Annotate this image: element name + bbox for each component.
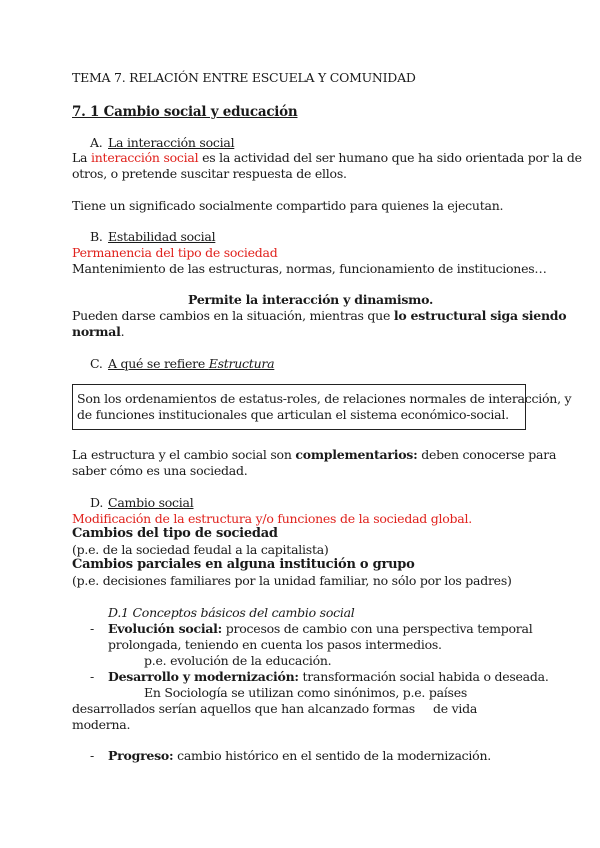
d-note1: (p.e. de la sociedad feudal a la capitalista) — [72, 542, 329, 557]
paragraph-a1: La interacción social es la actividad del ser humano que ha sido orientada por la de — [72, 150, 582, 165]
item-progreso: Progreso: cambio histórico en el sentido de la modernización. — [108, 748, 491, 763]
heading-a: La interacción social — [108, 135, 235, 150]
bullet-dash: - — [90, 748, 95, 763]
paragraph-a2: Tiene un significado socialmente compartido para quienes la ejecutan. — [72, 198, 504, 213]
d-bold2: Cambios parciales en alguna institución o grupo — [72, 557, 415, 572]
section-title: 7. 1 Cambio social y educación — [72, 104, 298, 120]
c-after-line1: La estructura y el cambio social son complementarios: deben conocerse para — [72, 447, 557, 462]
item-evolucion-line2: prolongada, teniendo en cuenta los pasos intermedios. — [108, 637, 442, 652]
box-line1: Son los ordenamientos de estatus-roles, de relaciones normales de interacción, y — [77, 391, 572, 406]
item-desarrollo: Desarrollo y modernización: transformación social habida o deseada. — [108, 669, 549, 684]
heading-d: Cambio social — [108, 495, 194, 510]
item-desarrollo-line4: moderna. — [72, 717, 131, 732]
heading-b: Estabilidad social — [108, 229, 216, 244]
item-evolucion: Evolución social: procesos de cambio con una perspectiva temporal — [108, 621, 533, 636]
d-bold1: Cambios del tipo de sociedad — [72, 526, 278, 541]
bullet-dash: - — [90, 669, 95, 684]
d1-subheading: D.1 Conceptos básicos del cambio social — [108, 605, 355, 620]
d-note2: (p.e. decisiones familiares por la unidad familiar, no sólo por los padres) — [72, 573, 512, 588]
b-bold-center: Permite la interacción y dinamismo. — [188, 292, 434, 307]
paragraph-a1-line2: otros, o pretende suscitar respuesta de ellos. — [72, 166, 347, 181]
b-line2: Mantenimiento de las estructuras, normas, funcionamiento de instituciones… — [72, 261, 547, 276]
topic-title: TEMA 7. RELACIÓN ENTRE ESCUELA Y COMUNIDAD — [72, 70, 416, 85]
heading-c-marker: C. — [90, 356, 103, 371]
item-evolucion-line3: p.e. evolución de la educación. — [144, 653, 332, 668]
heading-b-marker: B. — [90, 229, 103, 244]
b-line5: normal. — [72, 324, 125, 339]
b-red-line: Permanencia del tipo de sociedad — [72, 245, 278, 260]
item-desarrollo-line3b: de vida — [433, 701, 478, 716]
heading-c: A qué se refiere Estructura — [108, 356, 275, 371]
c-after-line2: saber cómo es una sociedad. — [72, 463, 248, 478]
item-desarrollo-line3a: desarrollados serían aquellos que han alcanzado formas — [72, 701, 415, 716]
box-line2: de funciones institucionales que articulan el sistema económico-social. — [77, 407, 509, 422]
term-interaccion-social: interacción social — [91, 150, 199, 165]
b-line4: Pueden darse cambios en la situación, mientras que lo estructural siga siendo — [72, 308, 567, 323]
heading-d-marker: D. — [90, 495, 104, 510]
item-desarrollo-line2: En Sociología se utilizan como sinónimos, p.e. países — [144, 685, 468, 700]
heading-a-marker: A. — [90, 135, 103, 150]
bullet-dash: - — [90, 621, 95, 636]
d-red-line: Modificación de la estructura y/o funciones de la sociedad global. — [72, 511, 472, 526]
